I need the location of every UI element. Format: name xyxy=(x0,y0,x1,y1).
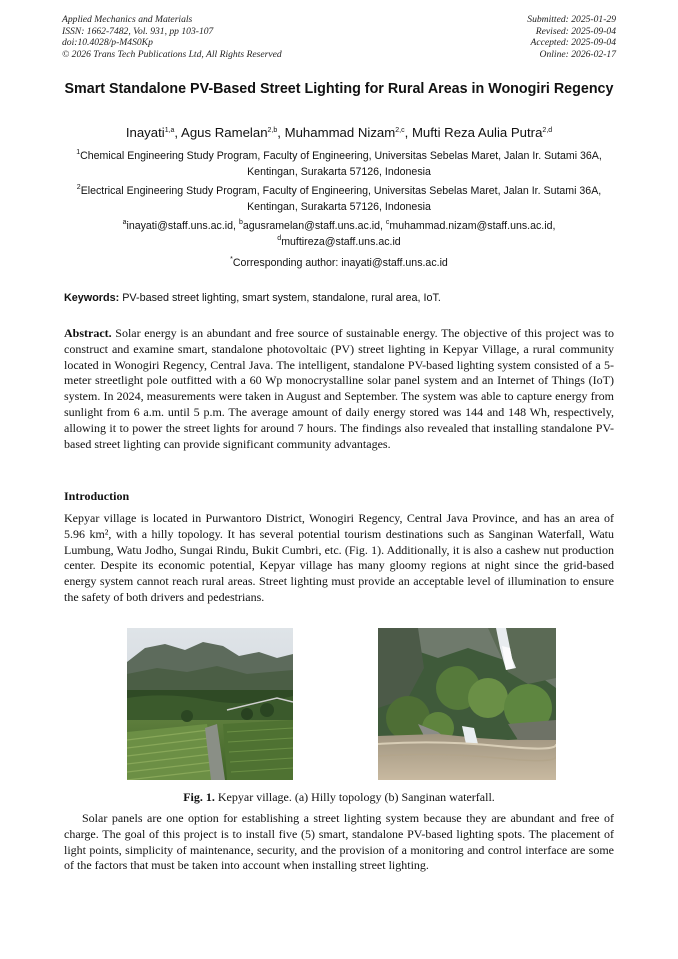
author-sup: 2,b xyxy=(267,127,278,134)
corresponding-text: Corresponding author: inayati@staff.uns.ac.id xyxy=(232,257,448,269)
figure-caption xyxy=(64,790,614,805)
abstract xyxy=(64,326,614,452)
revised-date: Revised: 2025-09-04 xyxy=(535,25,616,37)
photo-hilly-topology xyxy=(127,628,293,780)
accepted-date: Accepted: 2025-09-04 xyxy=(530,37,616,48)
paper-title: Smart Standalone PV-Based Street Lighting for Rural Areas in Wonogiri Regency xyxy=(64,81,614,97)
journal-name: Applied Mechanics and Materials xyxy=(62,14,193,25)
keywords-label: Keywords: xyxy=(64,292,120,304)
email-link[interactable]: muftireza@staff.uns.ac.id xyxy=(281,235,401,248)
email-link[interactable]: agusramelan@staff.uns.ac.id xyxy=(242,220,381,232)
author-sup: 1,a xyxy=(164,127,175,134)
abstract-text: Solar energy is an abundant and free source of sustainable energy. The objective of this project was to construct and examine smart, standalone photovoltaic (PV) street lighting in Kepyar Village, a rural community located in Wonogiri Regency, Central Java. The intelligent, standalone PV-based lighting system consisted of a 5-meter streetlight pole outfitted with a 60 Wp monocrystalline solar panel system and an Internet of Things (IoT) system. In 2024, measurements were taken in August and September. The system was able to capture energy from sunlight from 6 a.m. until 5 p.m. The average amount of daily energy stored was 144 and 148 Wh, respectively, allowing it to power the street lights for around 7 hours. The findings also revealed that installing standalone PV-based street lighting can provide significant community advantages. xyxy=(64,326,614,451)
section-heading: Introduction xyxy=(64,489,130,503)
email-sup: b xyxy=(238,219,243,226)
email-sup: a xyxy=(122,219,127,226)
author-sup: 2,c xyxy=(395,127,405,134)
keywords-line xyxy=(64,291,616,305)
journal-header-left xyxy=(62,14,282,60)
doi-line: doi:10.4028/p-M4S0Kp xyxy=(62,37,153,48)
author-name: Muhammad Nizam xyxy=(284,125,396,140)
email-sup: c xyxy=(385,219,390,226)
affiliation-1 xyxy=(62,149,616,180)
intro-paragraph: Kepyar village is located in Purwantoro District, Wonogiri Regency, Central Java Province, and has an area of 5.96 km², with a hilly topology. It has several potential tourism destinations such as Sanginan Waterfall, Watu Lumbung, Watu Jodho, Sungai Rindu, Bukit Cumbri, etc. (Fig. 1). Additionally, it is also a cashew nut production center. Despite its economic potential, Kepyar village has many gloomy regions at night since the grid-based energy system cannot reach rural areas. Street lighting must provide an acceptable level of illumination to ensure the safety of both drivers and pedestrians. xyxy=(64,511,614,604)
online-date: Online: 2026-02-17 xyxy=(539,48,616,60)
email-link[interactable]: inayati@staff.uns.ac.id xyxy=(126,220,234,232)
author-name: Agus Ramelan xyxy=(181,125,268,140)
author-sup: 2,d xyxy=(542,127,553,134)
affiliation-sup: 1 xyxy=(76,149,81,156)
corresponding-author xyxy=(62,256,616,270)
email-list: $^a$inayati@staff.uns.ac.id, $^b$agusramelan@staff.uns.ac.id, $^c$muhammad.nizam@staff.uns.ac.id, $^d$muftireza@staff.uns.ac.id xyxy=(122,219,556,248)
submitted-date: Submitted: 2025-01-29 xyxy=(527,14,616,25)
author-name: Mufti Reza Aulia Putra xyxy=(411,125,543,140)
author-list: Inayati$^{1,a}$, Agus Ramelan$^{2,b}$, Muhammad Nizam$^{2,c}$, Mufti Reza Aulia Putra$^{2,d}$ xyxy=(125,125,553,140)
affiliation-text: Chemical Engineering Study Program, Faculty of Engineering, Universitas Sebelas Maret, Jalan Ir. Sutami 36A, Kentingan, Surakarta 57126, Indonesia xyxy=(80,150,602,178)
affiliation-text: Electrical Engineering Study Program, Faculty of Engineering, Universitas Sebelas Maret, Jalan Ir. Sutami 36A, Kentingan, Surakarta 57126, Indonesia xyxy=(80,185,602,213)
email-link[interactable]: muhammad.nizam@staff.uns.ac.id xyxy=(389,220,553,232)
issn-line: ISSN: 1662-7482, Vol. 931, pp 103-107 xyxy=(62,25,214,37)
photo-sanginan-waterfall xyxy=(378,628,556,780)
figure-caption-text: Kepyar village. (a) Hilly topology (b) Sanginan waterfall. xyxy=(217,790,495,804)
abstract-label: Abstract. xyxy=(64,326,112,340)
keywords-text: PV-based street lighting, smart system, standalone, rural area, IoT. xyxy=(122,292,441,304)
asterisk-mark: * xyxy=(230,256,233,263)
affiliation-2 xyxy=(62,184,616,215)
closing-paragraph: Solar panels are one option for establishing a street lighting system because they are abundant and free of charge. The goal of this project is to install five (5) smart, standalone PV-based lighting spots. The placement of light points, simplicity of maintenance, security, and the provision of a monitoring and control interface are some of the factors that must be taken into account when installing street lighting. xyxy=(64,811,614,873)
author-name: Inayati xyxy=(125,125,165,140)
email-sup: d xyxy=(277,234,282,242)
copyright-line: © 2026 Trans Tech Publications Ltd, All Rights Reserved xyxy=(62,48,282,60)
figure-label: Fig. 1. xyxy=(183,790,215,804)
affiliation-sup: 2 xyxy=(76,184,81,191)
journal-header-right xyxy=(527,14,616,60)
